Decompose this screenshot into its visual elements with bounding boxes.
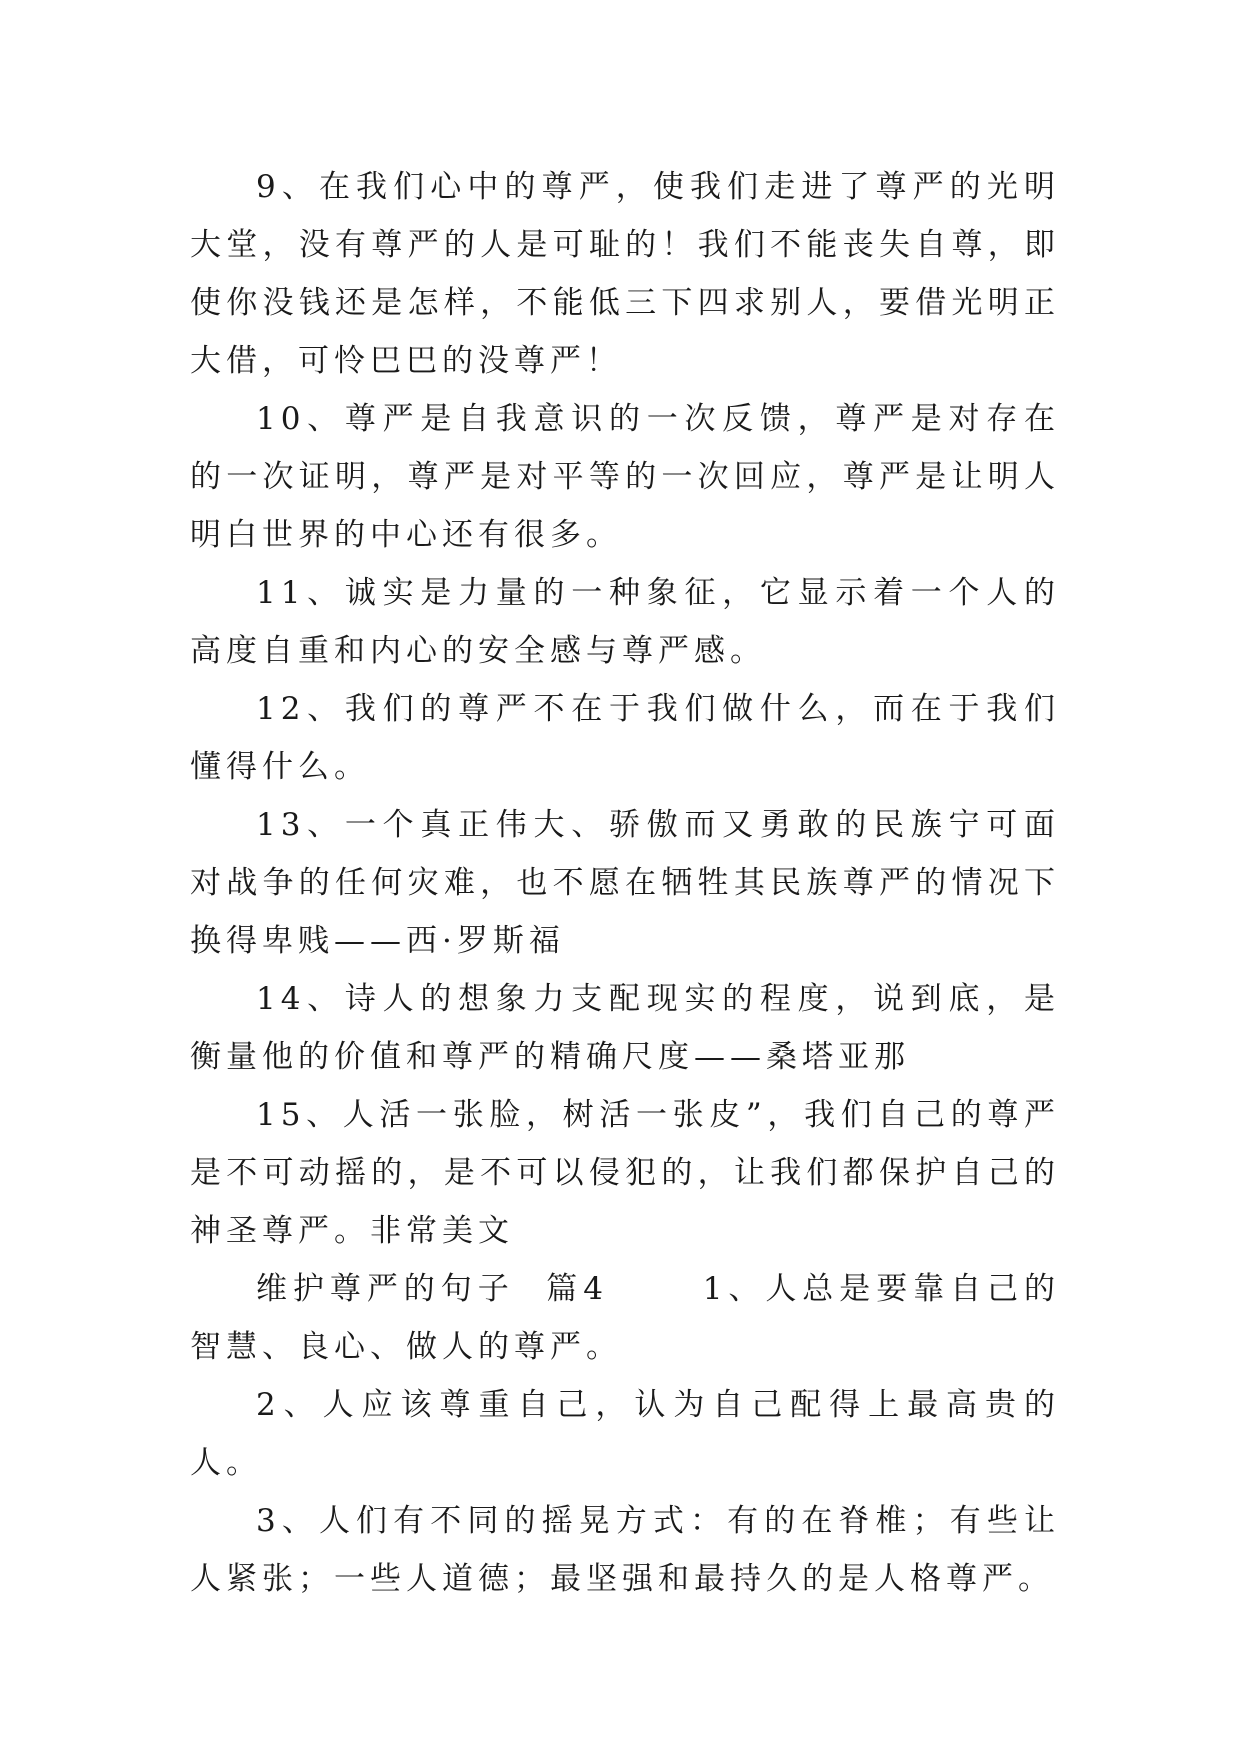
paragraph-quote-12: 12、我们的尊严不在于我们做什么，而在于我们懂得什么。 (190, 691, 1060, 785)
paragraph-quote-11: 11、诚实是力量的一种象征，它显示着一个人的高度自重和内心的安全感与尊严感。 (190, 575, 1060, 669)
paragraph-quote-14: 14、诗人的想象力支配现实的程度，说到底，是衡量他的价值和尊严的精确尺度——桑塔亚那 (190, 981, 1060, 1075)
paragraph-quote-13: 13、一个真正伟大、骄傲而又勇敢的民族宁可面对战争的任何灾难，也不愿在牺牲其民族尊严的情况下换得卑贱——西·罗斯福 (190, 807, 1060, 959)
paragraph-quote-10: 10、尊严是自我意识的一次反馈，尊严是对存在的一次证明，尊严是对平等的一次回应，尊严是让明人明白世界的中心还有很多。 (190, 401, 1060, 553)
paragraph-section-4-quote-1: 维护尊严的句子 篇4 1、人总是要靠自己的智慧、良心、做人的尊严。 (190, 1271, 1060, 1365)
paragraph-quote-9: 9、在我们心中的尊严，使我们走进了尊严的光明大堂，没有尊严的人是可耻的！我们不能丧失自尊，即使你没钱还是怎样，不能低三下四求别人，要借光明正大借，可怜巴巴的没尊严！ (190, 169, 1060, 379)
paragraph-quote-15: 15、人活一张脸，树活一张皮”，我们自己的尊严是不可动摇的，是不可以侵犯的，让我们都保护自己的神圣尊严。非常美文 (190, 1097, 1060, 1249)
paragraph-section-4-quote-2: 2、人应该尊重自己，认为自己配得上最高贵的人。 (190, 1387, 1060, 1481)
document-body (190, 158, 1060, 1608)
paragraph-section-4-quote-3: 3、人们有不同的摇晃方式：有的在脊椎；有些让人紧张；一些人道德；最坚强和最持久的是人格尊严。 (190, 1503, 1060, 1597)
